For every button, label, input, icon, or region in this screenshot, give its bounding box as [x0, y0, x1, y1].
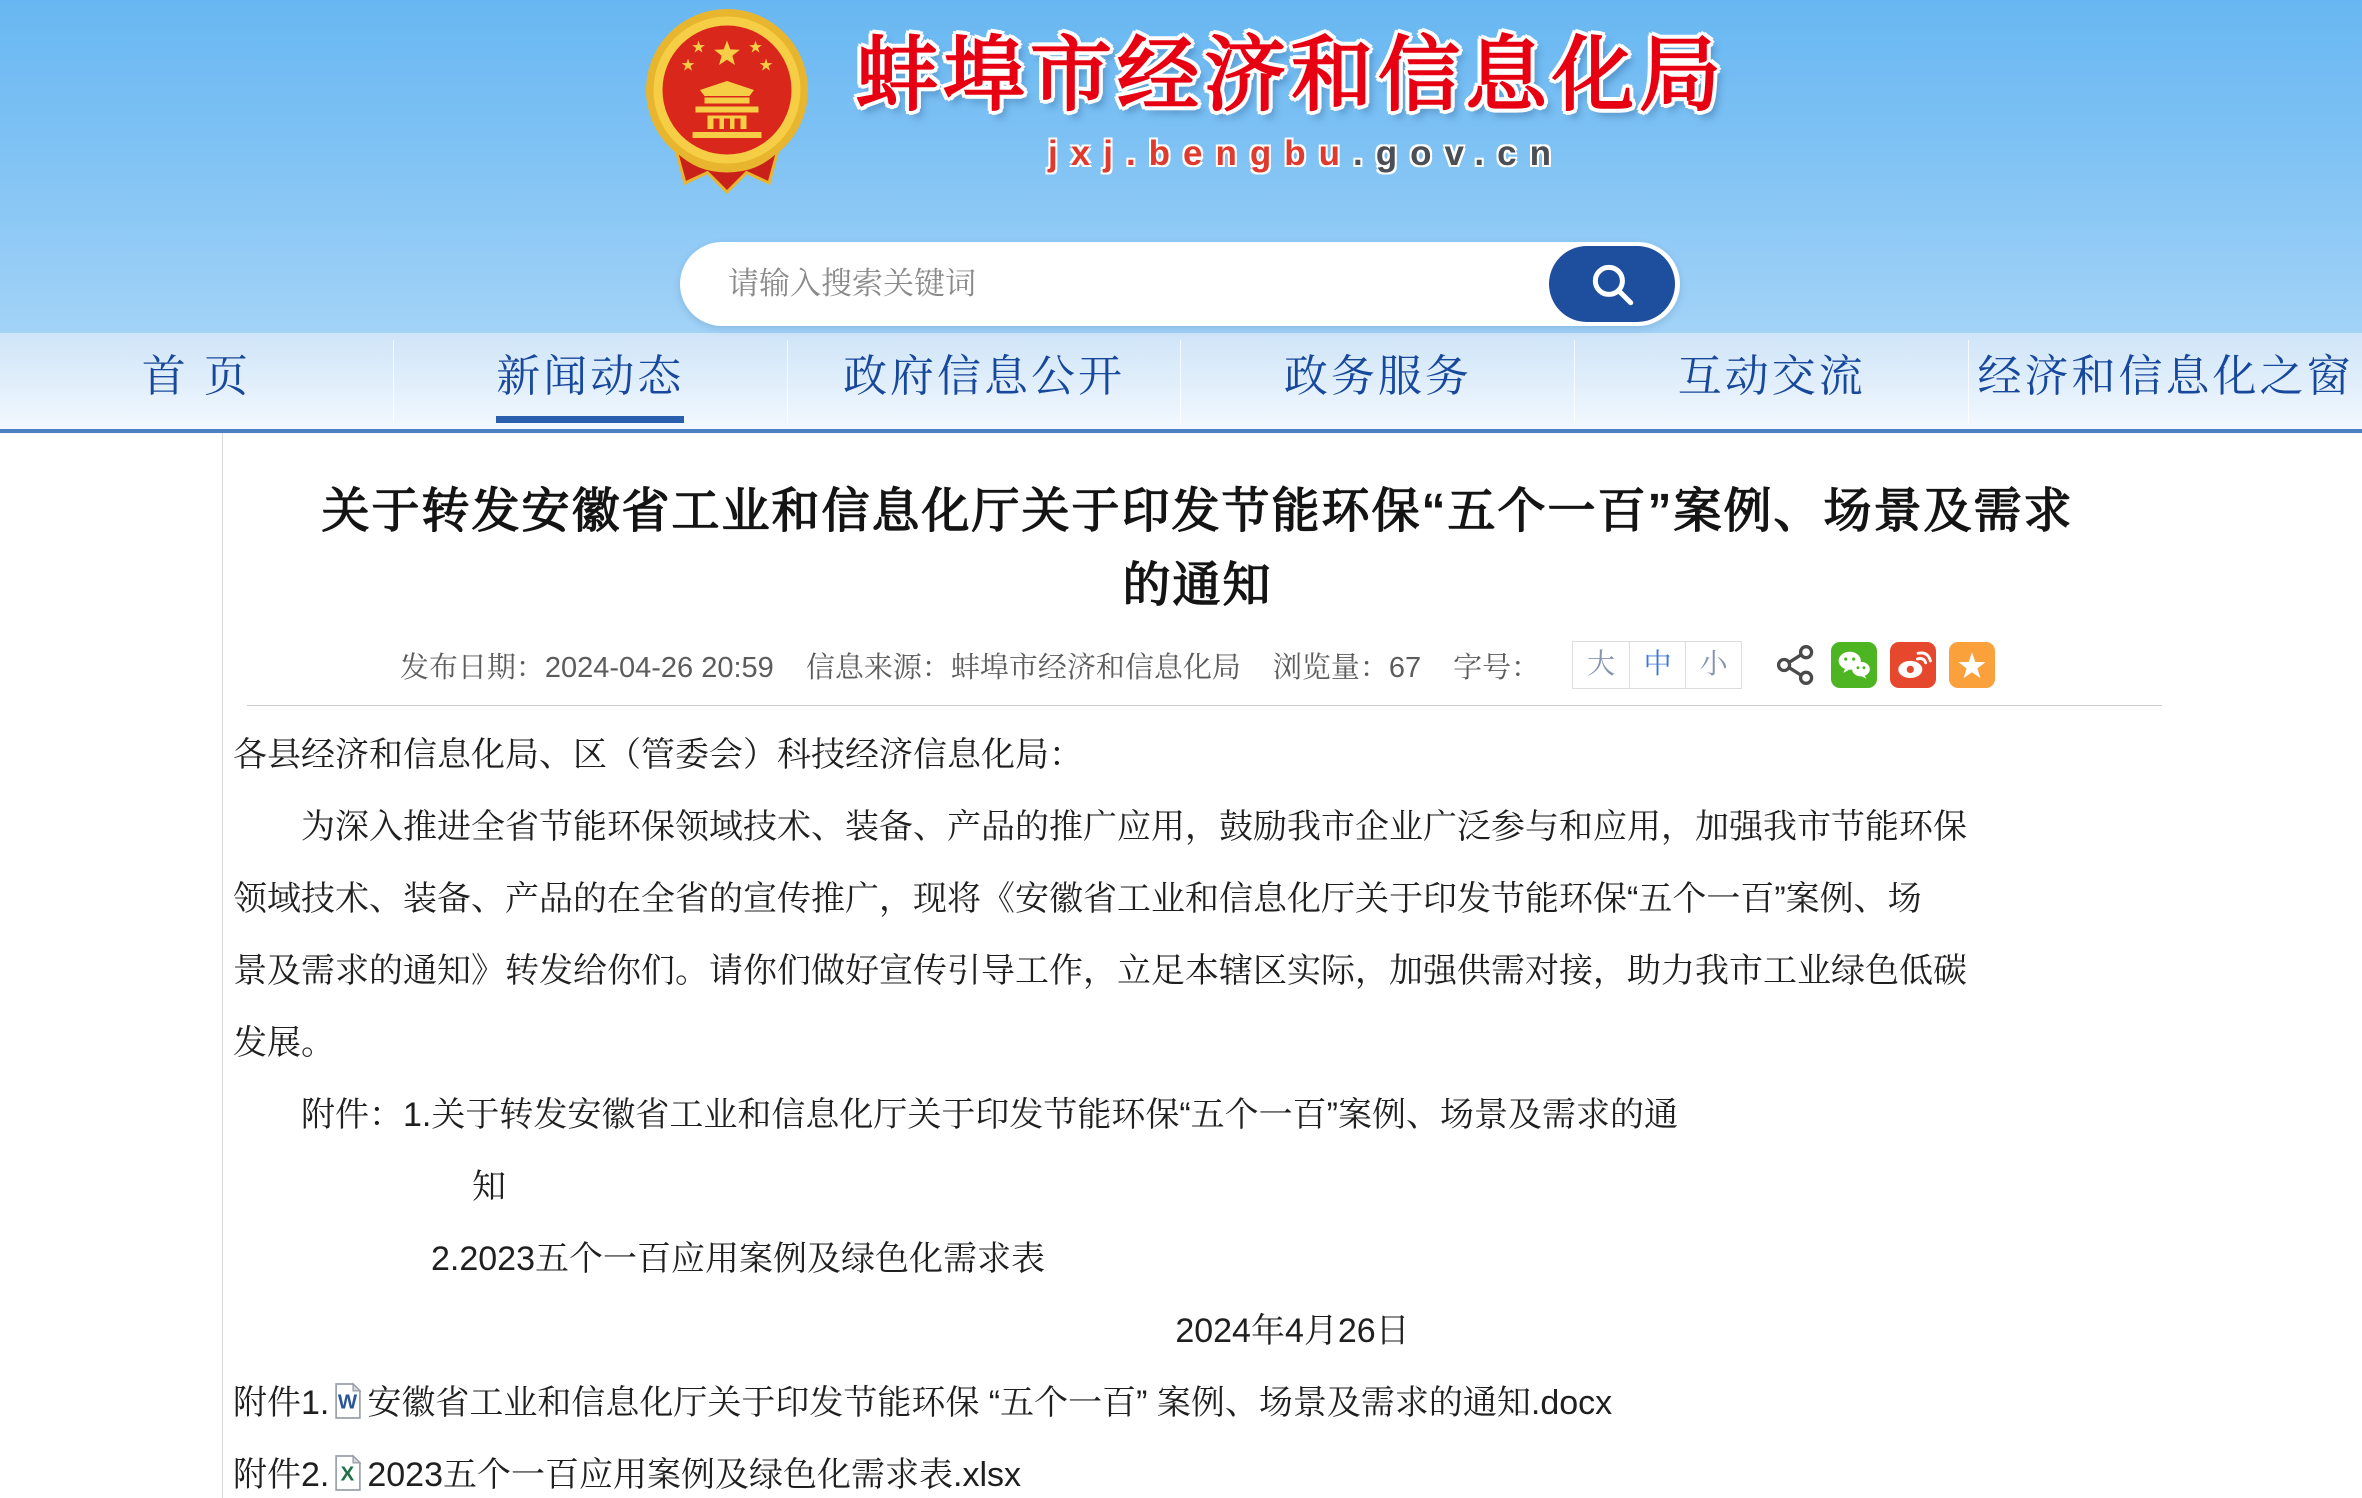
attachment-row	[233, 1439, 2162, 1498]
site-url-domain: jxj.bengbu	[1048, 134, 1354, 173]
body-line: 发展。	[233, 1024, 335, 1062]
wechat-icon	[1835, 646, 1873, 684]
attachment-file-link[interactable]: 安徽省工业和信息化厅关于印发节能环保 “五个一百” 案例、场景及需求的通知.docx	[367, 1384, 1613, 1422]
svg-text:★: ★	[748, 38, 763, 57]
body-line: 领域技术、装备、产品的在全省的宣传推广，现将《安徽省工业和信息化厅关于印发节能环保“五个一百”案例、场	[233, 880, 1922, 918]
attachment-list-line: 2.2023五个一百应用案例及绿色化需求表	[431, 1240, 1045, 1278]
article-date: 2024年4月26日	[1175, 1312, 1410, 1350]
nav-item-industry-window[interactable]: 经济和信息化之窗	[1968, 340, 2362, 423]
article-body	[233, 719, 2162, 1498]
article-title-line2: 的通知	[1122, 559, 1273, 612]
svg-text:W: W	[338, 1391, 358, 1414]
share-group	[1774, 642, 1995, 688]
attachment-list-line: 附件：1.关于转发安徽省工业和信息化厅关于印发节能环保“五个一百”案例、场景及需求的通	[301, 1096, 1678, 1134]
info-source: 信息来源：蚌埠市经济和信息化局	[805, 651, 1241, 684]
view-count: 浏览量：67	[1272, 651, 1422, 684]
nav-item-interaction[interactable]: 互动交流	[1574, 340, 1968, 423]
publish-date: 发布日期：2024-04-26 20:59	[399, 651, 774, 684]
search-bar	[680, 242, 1680, 326]
share-button[interactable]	[1774, 643, 1818, 687]
attachment-label: 附件2.	[233, 1456, 330, 1494]
svg-text:X: X	[341, 1463, 355, 1486]
national-emblem-logo	[637, 6, 817, 204]
site-title: 蚌埠市经济和信息化局	[856, 30, 1727, 121]
share-favorite-button[interactable]	[1949, 642, 1995, 688]
font-size-medium-button[interactable]: 中	[1629, 642, 1685, 688]
search-input[interactable]	[728, 242, 1528, 326]
search-icon	[1587, 259, 1637, 309]
nav-item-home[interactable]: 首 页	[141, 351, 252, 401]
font-size-selector	[1572, 641, 1742, 689]
font-size-large-button[interactable]: 大	[1587, 648, 1616, 679]
weibo-icon	[1894, 646, 1932, 684]
body-line: 景及需求的通知》转发给你们。请你们做好宣传引导工作，立足本辖区实际，加强供需对接，助力我市工业绿色低碳	[233, 952, 1967, 990]
svg-text:★: ★	[680, 56, 696, 75]
svg-text:★: ★	[691, 38, 706, 57]
nav-item-gov-info[interactable]: 政府信息公开	[787, 340, 1181, 423]
main-nav	[0, 333, 2362, 433]
font-size-small-button[interactable]: 小	[1685, 642, 1741, 688]
meta-divider	[247, 705, 2162, 706]
site-header	[0, 0, 2362, 333]
excel-doc-icon	[331, 1454, 365, 1492]
favorite-star-icon	[1953, 646, 1991, 684]
font-size-label: 字号：	[1453, 651, 1541, 684]
attachment-file-link[interactable]: 2023五个一百应用案例及绿色化需求表.xlsx	[367, 1456, 1021, 1494]
share-nodes-icon	[1774, 643, 1818, 687]
article-content	[222, 433, 2362, 1498]
article-title-line1: 关于转发安徽省工业和信息化厅关于印发节能环保“五个一百”案例、场景及需求	[321, 485, 2074, 538]
article-title	[233, 475, 2162, 623]
word-doc-icon	[331, 1382, 365, 1420]
share-weibo-button[interactable]	[1890, 642, 1936, 688]
attachment-row	[233, 1367, 2162, 1439]
attachment-list-line: 知	[472, 1168, 506, 1206]
site-url-suffix: .gov.cn	[1353, 134, 1564, 173]
share-wechat-button[interactable]	[1831, 642, 1877, 688]
nav-item-news[interactable]: 新闻动态	[393, 340, 787, 423]
body-line: 为深入推进全省节能环保领域技术、装备、产品的推广应用，鼓励我市企业广泛参与和应用，加强我市节能环保	[301, 808, 1967, 846]
article-meta	[233, 641, 2162, 689]
svg-text:★: ★	[758, 56, 774, 75]
site-url	[856, 134, 1756, 174]
nav-item-services[interactable]: 政务服务	[1180, 340, 1574, 423]
search-button[interactable]	[1549, 246, 1675, 322]
body-line: 各县经济和信息化局、区（管委会）科技经济信息化局：	[233, 736, 1083, 774]
attachment-label: 附件1.	[233, 1384, 330, 1422]
